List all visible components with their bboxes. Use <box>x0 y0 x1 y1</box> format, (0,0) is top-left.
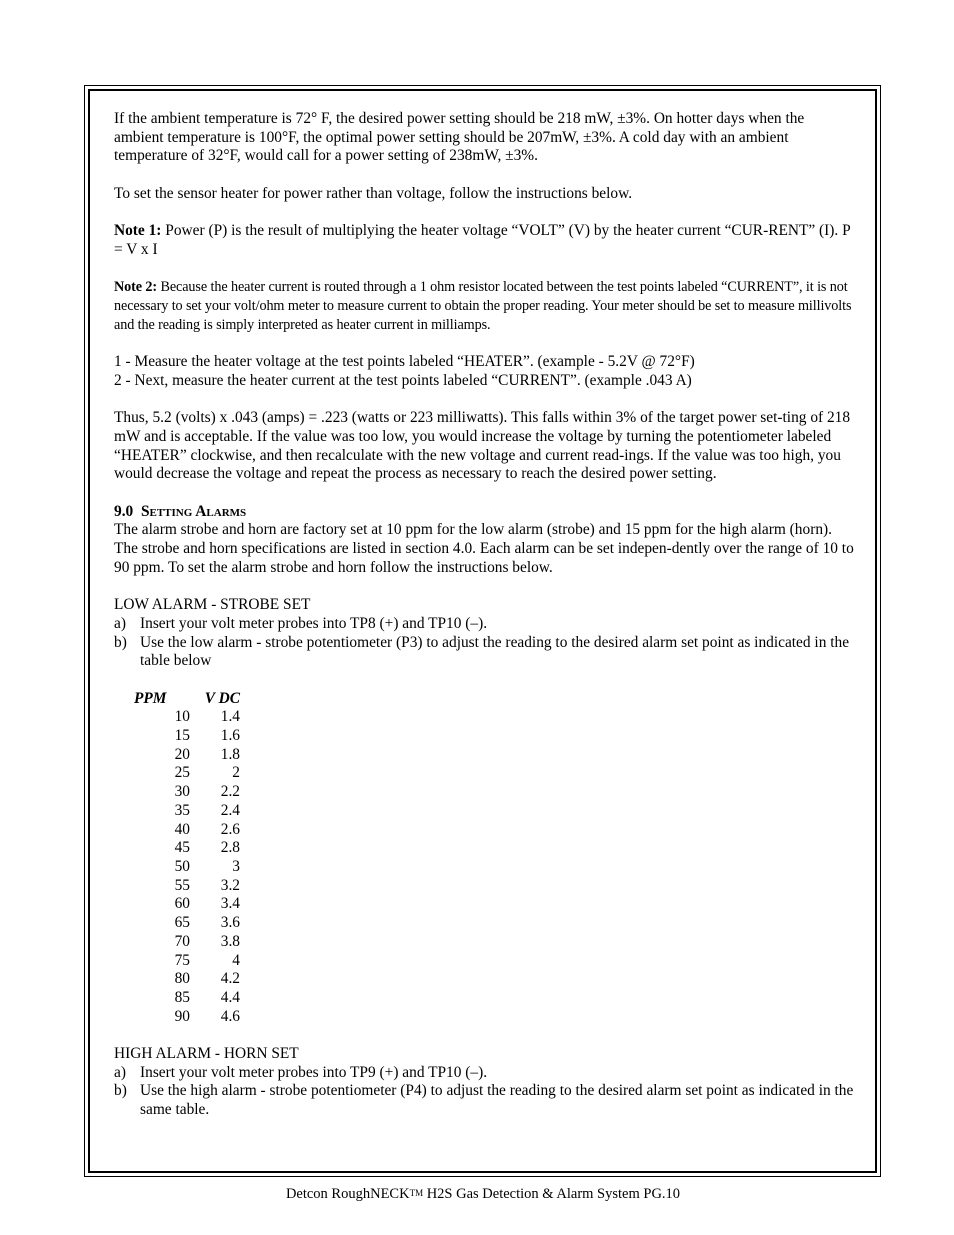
page-content <box>114 110 856 1120</box>
table-row <box>134 858 240 877</box>
ppm-cell: 30 <box>174 783 190 801</box>
ppm-cell: 55 <box>174 876 190 894</box>
table-row <box>134 708 240 727</box>
vdc-cell: 4 <box>232 951 240 969</box>
ppm-cell: 70 <box>174 932 190 950</box>
step-2: 2 - Next, measure the heater current at the test points labeled “CURRENT”. (example .043 A) <box>114 371 692 389</box>
footer-trademark: TM <box>409 1188 424 1198</box>
table-row <box>134 970 240 989</box>
vdc-cell: 1.4 <box>220 708 240 726</box>
ppm-cell: 90 <box>174 1007 190 1025</box>
table-row <box>134 1008 240 1027</box>
paragraph-instructions-intro: To set the sensor heater for power rather than voltage, follow the instructions below. <box>114 184 633 202</box>
note-1-label: Note 1: <box>114 222 162 240</box>
table-row <box>134 802 240 821</box>
list-text: Use the low alarm - strobe potentiometer (P3) to adjust the reading to the desired alarm set point as indicated in the table below <box>140 633 850 670</box>
vdc-cell: 4.4 <box>220 988 240 1006</box>
note-1-text: Power (P) is the result of multiplying the heater voltage “VOLT” (V) by the heater current “CUR-RENT” (I). P = V x I <box>114 222 851 258</box>
vdc-cell: 2.4 <box>220 801 240 819</box>
section-title: Setting Alarms <box>140 502 247 520</box>
ppm-cell: 50 <box>174 858 190 875</box>
table-row <box>134 989 240 1008</box>
footer-prefix: Detcon RoughNECK <box>285 1186 410 1202</box>
ppm-cell: 75 <box>174 951 190 969</box>
vdc-cell: 4.6 <box>220 1007 240 1025</box>
high-alarm-item-b <box>114 1082 856 1119</box>
vdc-cell: 2.2 <box>220 783 240 801</box>
ppm-cell: 45 <box>174 839 190 857</box>
ppm-cell: 25 <box>174 764 190 782</box>
vdc-cell: 1.6 <box>220 727 240 745</box>
vdc-cell: 2.6 <box>220 820 240 838</box>
note-2 <box>114 278 856 334</box>
high-alarm-title: HIGH ALARM - HORN SET <box>114 1045 299 1063</box>
paragraph-ambient-temperature: If the ambient temperature is 72° F, the desired power setting should be 218 mW, ±3%. On hotter days when the ambient temperature is 100°F, the optimal power setting should be 207mW, ±3%. A cold day with an ambient temperature of 32°F, would call for a power setting of 238mW, ±3%. <box>114 110 805 165</box>
section-intro: The alarm strobe and horn are factory set at 10 ppm for the low alarm (strobe) and 15 ppm for the high alarm (horn). The strobe and horn specifications are listed in section 4.0. Each alarm can be set indepen-dently over the range of 10 to 90 ppm. To set the alarm strobe and horn follow the instructions below. <box>114 521 854 576</box>
high-alarm-item-a <box>114 1064 856 1083</box>
table-row <box>134 877 240 896</box>
low-alarm-title: LOW ALARM - STROBE SET <box>114 596 311 614</box>
ppm-cell: 10 <box>174 708 190 726</box>
list-label: a) <box>114 614 126 632</box>
ppm-cell: 35 <box>174 801 190 819</box>
list-label: b) <box>114 1082 127 1100</box>
list-label: a) <box>114 1063 126 1081</box>
vdc-cell: 3.4 <box>220 895 240 913</box>
ppm-cell: 60 <box>174 895 190 913</box>
paragraph-calculation: Thus, 5.2 (volts) x .043 (amps) = .223 (watts or 223 milliwatts). This falls within 3% of the target power set-ting of 218 mW and is acceptable. If the value was too low, you would increase the voltage by turning the potentiometer labeled “HEATER” clockwise, and then recalculate with the new voltage and current read-ings. If the value was too high, you would decrease the voltage and repeat the process as necessary to reach the desired power setting. <box>114 409 851 483</box>
section-heading <box>114 503 856 522</box>
list-text: Insert your volt meter probes into TP9 (+) and TP10 (–). <box>140 1063 488 1081</box>
low-alarm-item-b <box>114 634 856 671</box>
table-row <box>134 727 240 746</box>
low-alarm-item-a <box>114 615 856 634</box>
vdc-cell: 3.8 <box>220 932 240 950</box>
vdc-cell: 4.2 <box>220 970 240 988</box>
table-row <box>134 821 240 840</box>
note-1 <box>114 222 856 259</box>
ppm-cell: 85 <box>174 988 190 1006</box>
section-number: 9.0 <box>114 502 134 520</box>
table-row <box>134 933 240 952</box>
table-row <box>134 952 240 971</box>
ppm-cell: 20 <box>174 745 190 763</box>
table-row <box>134 839 240 858</box>
ppm-voltage-table <box>134 690 240 1027</box>
vdc-cell: 3.2 <box>220 876 240 894</box>
list-text: Insert your volt meter probes into TP8 (+) and TP10 (–). <box>140 614 488 632</box>
vdc-cell: 2 <box>232 764 240 782</box>
table-header-row <box>134 690 240 709</box>
list-text: Use the high alarm - strobe potentiometer (P4) to adjust the reading to the desired alarm set point as indicated in the same table. <box>140 1082 854 1119</box>
footer-suffix: H2S Gas Detection & Alarm System PG.10 <box>423 1186 681 1202</box>
list-label: b) <box>114 633 127 651</box>
ppm-cell: 15 <box>174 727 190 745</box>
vdc-cell: 3 <box>232 858 240 875</box>
header-ppm: PPM <box>134 689 167 707</box>
table-row <box>134 764 240 783</box>
header-vdc: V DC <box>204 689 240 707</box>
vdc-cell: 2.8 <box>220 839 240 857</box>
vdc-cell: 3.6 <box>220 914 240 932</box>
ppm-cell: 65 <box>174 914 190 932</box>
table-body <box>134 708 240 1026</box>
table-row <box>134 783 240 802</box>
step-1: 1 - Measure the heater voltage at the test points labeled “HEATER”. (example - 5.2V @ 72°F) <box>114 353 695 371</box>
ppm-cell: 80 <box>174 970 190 988</box>
table-row <box>134 914 240 933</box>
note-2-label: Note 2: <box>114 279 158 296</box>
page-footer <box>0 1186 954 1203</box>
note-2-text: Because the heater current is routed through a 1 ohm resistor located between the test points labeled “CURRENT”, it is not necessary to set your volt/ohm meter to measure current to obtain the proper reading. Your meter should be set to measure millivolts and the reading is simply interpreted as heater current in milliamps. <box>114 279 852 333</box>
vdc-cell: 1.8 <box>220 745 240 763</box>
table-row <box>134 895 240 914</box>
table-row <box>134 746 240 765</box>
ppm-cell: 40 <box>174 820 190 838</box>
